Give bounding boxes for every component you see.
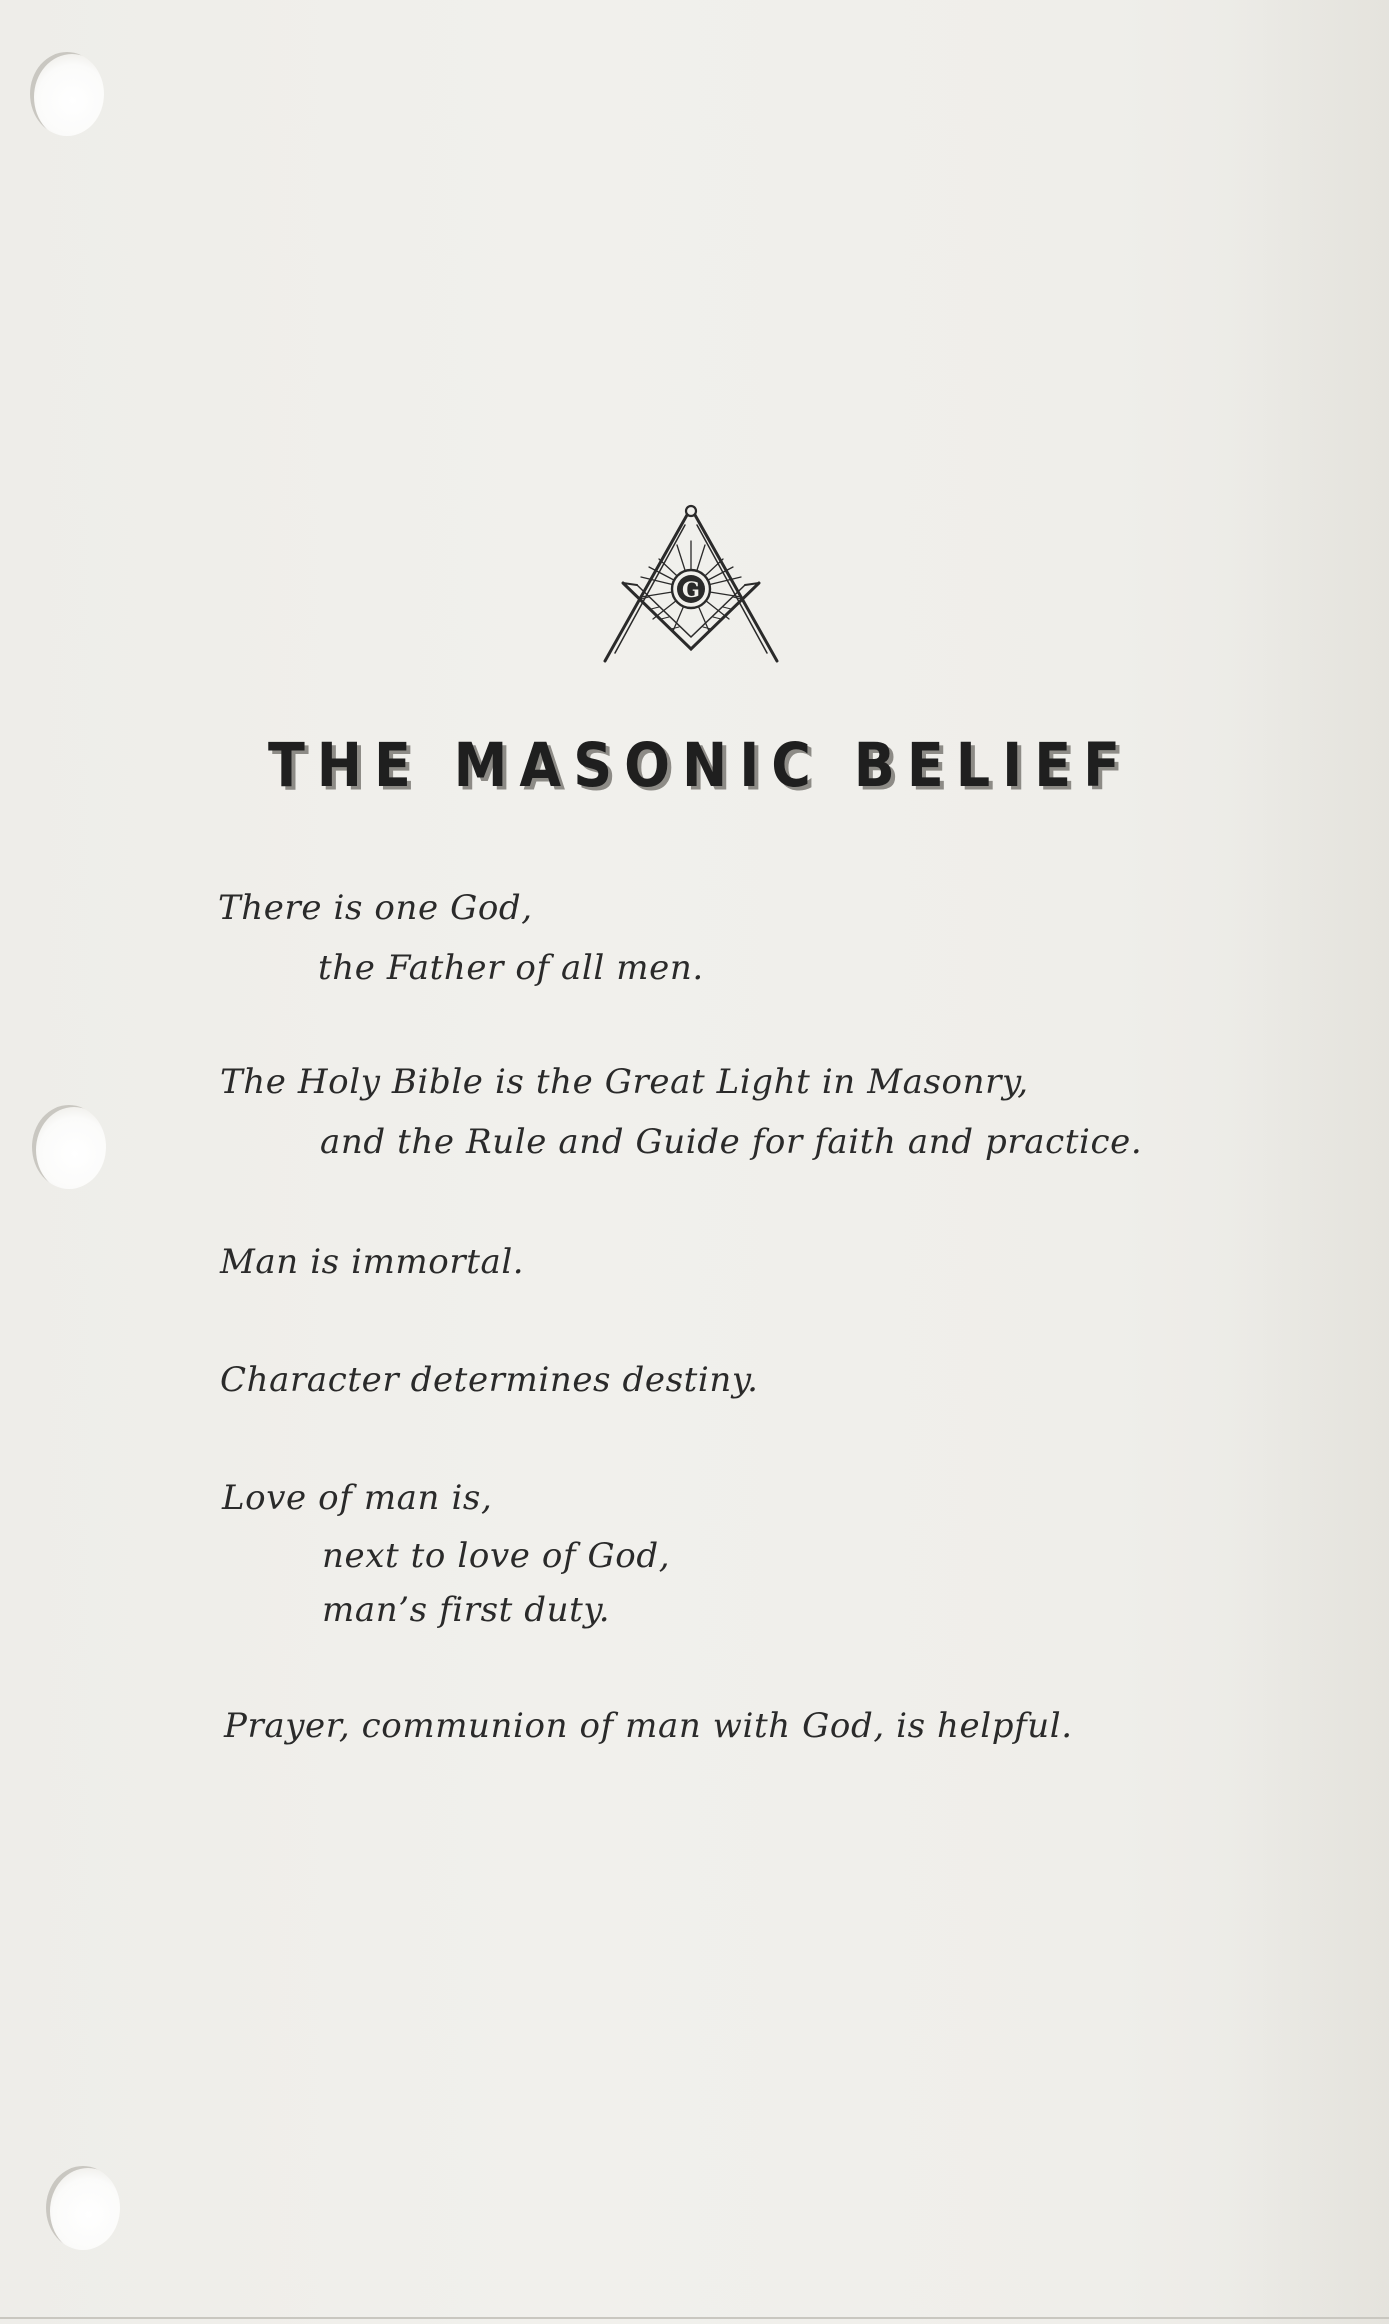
page-edge-shading [1232,0,1389,2324]
belief-5-line-3: man’s first duty. [322,1590,611,1630]
belief-1-line-1: There is one God, [218,888,533,928]
punch-hole-middle [32,1105,106,1189]
punch-hole-top [30,52,104,136]
page-title: THE MASONIC BELIEF [267,730,1133,801]
belief-6-line-1: Prayer, communion of man with God, is helpful. [224,1706,1073,1746]
emblem-letter: G [682,577,700,602]
belief-2-line-2: and the Rule and Guide for faith and practice. [320,1122,1143,1162]
belief-3-line-1: Man is immortal. [220,1242,525,1282]
punch-hole-bottom [46,2166,120,2250]
belief-4-line-1: Character determines destiny. [220,1360,759,1400]
belief-1-line-2: the Father of all men. [318,948,704,988]
square-and-compasses-icon [601,501,781,663]
page-bottom-edge [0,2317,1389,2319]
belief-5-line-1: Love of man is, [222,1478,493,1518]
belief-5-line-2: next to love of God, [322,1536,671,1576]
belief-2-line-1: The Holy Bible is the Great Light in Masonry, [220,1062,1029,1102]
